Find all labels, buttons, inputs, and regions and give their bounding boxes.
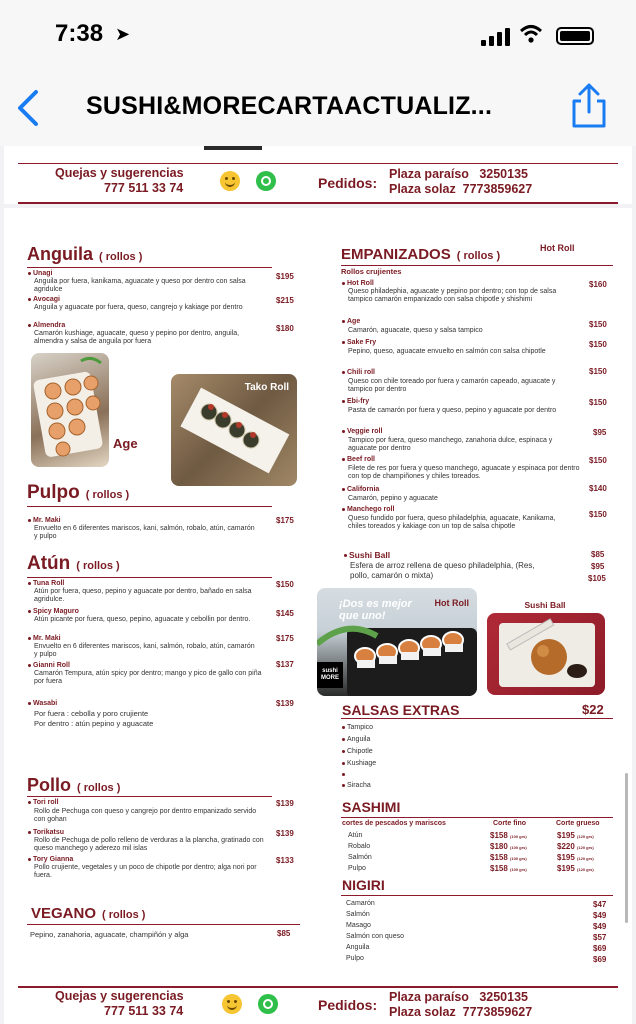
scroll-indicator [204, 146, 262, 150]
menu-item-name: Sake Fry [342, 339, 376, 346]
salsa-item: Tampico [342, 724, 373, 731]
menu-item-price: $150 [589, 367, 607, 376]
menu-item-price: $85 [277, 929, 291, 938]
menu-item-price: $140 [589, 484, 607, 493]
hot-roll-photo [317, 588, 477, 696]
menu-item-name: Avocagi [28, 296, 60, 303]
menu-item-name: Torikatsu [28, 829, 64, 836]
menu-item-price: $95 [593, 428, 607, 437]
menu-item-price: $150 [589, 398, 607, 407]
nigiri-row-price: $49 [593, 922, 607, 931]
sashimi-row-name: Robalo [348, 843, 371, 850]
menu-item-name: Gianni Roll [28, 662, 70, 669]
sashimi-header: cortes de pescados y mariscos [342, 820, 446, 827]
section-sashimi-title: SASHIMI [342, 799, 401, 815]
menu-item-price: $95 [591, 562, 605, 571]
empanizados-subtitle: Rollos crujientes [341, 267, 402, 276]
menu-item-desc: Anguila y aguacate por fuera, queso, cangrejo y kakiage por dentro [34, 304, 243, 311]
menu-item-price: $195 [276, 272, 294, 281]
menu-item-price: $139 [276, 699, 294, 708]
menu-item-desc: Pasta de camarón por fuera y queso, pepino y aguacate por dentro [348, 407, 557, 414]
divider [27, 506, 272, 507]
menu-item-desc: Pepino, zanahoria, aguacate, champiñón y alga [30, 930, 189, 939]
sashimi-fino: $158 (100 grs) [490, 853, 527, 862]
menu-item-name: Manchego roll [342, 506, 394, 513]
sushi-ball-photo [487, 613, 605, 695]
navigation-bar [0, 70, 636, 146]
menu-item-price: $215 [276, 296, 294, 305]
menu-item-desc: Camarón Tempura, atún spicy por dentro; mango y pico de gallo con piña por fuera [34, 670, 262, 686]
divider [18, 202, 618, 204]
back-chevron-icon[interactable] [12, 88, 46, 128]
menu-item-desc: Camarón, aguacate, queso y salsa tampico [348, 327, 483, 334]
section-nigiri-title: NIGIRI [342, 877, 385, 893]
tako-photo-label: Tako Roll [244, 382, 289, 393]
nigiri-row-name: Salmón con queso [346, 933, 404, 940]
location-1: Plaza paraíso 3250135 [389, 990, 528, 1004]
document-title: SUSHI&MORECARTAACTUALIZ... [86, 92, 493, 120]
menu-item-name: Tuna Roll [28, 580, 64, 587]
section-atun-title: Atún ( rollos ) [27, 553, 120, 574]
section-pulpo-title: Pulpo ( rollos ) [27, 482, 130, 503]
divider [27, 267, 272, 268]
sushi-more-logo: sushi MORE [317, 662, 343, 688]
menu-item-price: $150 [276, 580, 294, 589]
hot-roll-photo-label: Hot Roll [434, 598, 469, 608]
section-pollo-title: Pollo ( rollos ) [27, 775, 121, 795]
menu-item-price: $133 [276, 856, 294, 865]
salsa-item: Anguila [342, 736, 370, 743]
menu-item-name: California [342, 486, 379, 493]
nigiri-row-price: $47 [593, 900, 607, 909]
menu-item-desc: Atún picante por fuera, queso, pepino, aguacate y cebollin por dentro. [34, 616, 251, 623]
nigiri-row-price: $49 [593, 911, 607, 920]
section-empanizados-title: EMPANIZADOS ( rollos ) [341, 246, 501, 263]
empanizados-corner-label: Hot Roll [540, 243, 575, 253]
cellular-signal-icon [481, 28, 511, 46]
sashimi-fino: $158 (100 grs) [490, 831, 527, 840]
battery-icon [556, 27, 594, 45]
salsas-price: $22 [582, 702, 604, 717]
sashimi-row-name: Atún [348, 832, 363, 839]
menu-item-price: $85 [591, 550, 605, 559]
complaints-label: Quejas y sugerencias [55, 989, 184, 1003]
menu-item-name: Beef roll [342, 456, 375, 463]
menu-item-price: $175 [276, 634, 294, 643]
age-photo-label: Age [113, 436, 138, 451]
sashimi-grueso: $220 (120 grs) [557, 842, 594, 851]
menu-item-desc: Esfera de arroz rellena de queso philadelphia, (Res, pollo, camarón o mixta) [350, 561, 535, 580]
menu-item-price: $150 [589, 320, 607, 329]
smiley-icon [220, 171, 240, 191]
menu-item-price: $180 [276, 324, 294, 333]
sashimi-row-name: Pulpo [348, 865, 366, 872]
salsa-item: Chipotle [342, 748, 373, 755]
menu-item-desc: Atún por fuera, queso, pepino y aguacate por dentro, bañado en salsa agridulce. [34, 588, 252, 604]
menu-item-name: Veggie roll [342, 428, 382, 435]
menu-item-desc: Queso philadephia, aguacate y pepino por dentro; con top de salsa tampico camarón empanizado con salsa chipotle y shishimi [348, 288, 557, 304]
menu-item-price: $145 [276, 609, 294, 618]
menu-item-price: $150 [589, 456, 607, 465]
sashimi-row-name: Salmón [348, 854, 372, 861]
document-page-1 [4, 146, 632, 204]
orders-label: Pedidos: [318, 175, 378, 191]
divider [27, 577, 272, 578]
menu-item-price: $150 [589, 340, 607, 349]
menu-item-desc: Queso fundido por fuera, queso philadelphia, aguacate, Kanikama, chiles toreados y kakiage con un top de salsa chipotle [348, 515, 556, 531]
menu-item-desc: Camarón, pepino y aguacate [348, 495, 438, 502]
vertical-scrollbar[interactable] [625, 773, 628, 923]
menu-item-desc: Filete de res por fuera y queso manchego, aguacate y espinaca por dentro con top de champiñones y chiles toreados. [348, 465, 580, 481]
location-arrow-icon: ➤ [115, 24, 131, 44]
nigiri-row-name: Anguila [346, 944, 370, 951]
menu-item-desc: Rollo de Pechuga de pollo relleno de verduras a la plancha, gratinado con queso manchego y aderezo mil islas [34, 837, 264, 853]
menu-item-desc: Envuelto en 6 diferentes mariscos, kani, salmón, robalo, atún, camarón y pulpo [34, 643, 255, 659]
menu-item-name: Hot Roll [342, 280, 374, 287]
divider [18, 163, 618, 164]
nigiri-row-price: $69 [593, 944, 607, 953]
menu-item-name: Tori roll [28, 799, 59, 806]
menu-item-desc: Anguila por fuera, kanikama, aguacate y queso por dentro con salsa agridulce [34, 278, 246, 294]
salsa-item: Kushiage [342, 760, 376, 767]
divider [341, 895, 613, 896]
nigiri-row-name: Masago [346, 922, 371, 929]
whatsapp-icon [256, 171, 276, 191]
menu-item-price: $175 [276, 516, 294, 525]
complaints-phone: 777 511 33 74 [104, 1004, 184, 1018]
section-anguila-title: Anguila ( rollos ) [27, 244, 143, 264]
divider [341, 817, 613, 818]
divider [341, 718, 613, 719]
divider [27, 924, 300, 925]
sashimi-fino: $158 (100 grs) [490, 864, 527, 873]
nigiri-row-name: Camarón [346, 900, 375, 907]
menu-item-name: Ebi-fry [342, 398, 369, 405]
menu-item-name: Age [342, 318, 360, 325]
menu-item-name: Mr. Maki [28, 517, 61, 524]
menu-item-name: Chili roll [342, 369, 375, 376]
nigiri-row-price: $69 [593, 955, 607, 964]
nigiri-row-name: Pulpo [346, 955, 364, 962]
hot-roll-promo-text: ¡Dos es mejor que uno! [339, 598, 412, 622]
tako-roll-photo [171, 374, 297, 486]
sashimi-grueso: $195 (120 grs) [557, 864, 594, 873]
smiley-icon [222, 994, 242, 1014]
menu-item-name: Mr. Maki [28, 635, 61, 642]
menu-item-desc: Camarón kushiage, aguacate, queso y pepino por dentro, anguila, almendra y salsa de anguila por fuera [34, 330, 240, 346]
clock: 7:38 [55, 20, 104, 47]
divider [341, 265, 613, 266]
menu-item-desc: Tampico por fuera, queso manchego, zanahoria dulce, espinaca y aguacate por dentro [348, 437, 553, 453]
complaints-phone: 777 511 33 74 [104, 181, 184, 195]
sashimi-col1: Corte fino [493, 820, 527, 827]
menu-item-price: $139 [276, 799, 294, 808]
menu-item-desc: Envuelto en 6 diferentes mariscos, kani, salmón, robalo, atún, camarón y pulpo [34, 525, 255, 541]
status-bar [0, 0, 636, 70]
menu-item-desc: Pollo crujiente, vegetales y un poco de chipotle por dentro; alga nori por fuera. [34, 864, 257, 880]
menu-item-name: Unagi [28, 270, 52, 277]
nigiri-row-price: $57 [593, 933, 607, 942]
share-icon[interactable] [566, 82, 612, 130]
menu-item-price: $137 [276, 660, 294, 669]
menu-item-name: Sushi Ball [344, 550, 390, 560]
menu-item-name: Wasabi [28, 700, 57, 707]
menu-item-name: Almendra [28, 322, 65, 329]
location-1: Plaza paraíso 3250135 [389, 167, 528, 181]
orders-label: Pedidos: [318, 997, 378, 1013]
whatsapp-icon [258, 994, 278, 1014]
nigiri-row-name: Salmón [346, 911, 370, 918]
section-salsas-title: SALSAS EXTRAS [342, 702, 460, 718]
location-2: Plaza solaz 7773859627 [389, 1005, 533, 1019]
sashimi-col2: Corte grueso [556, 820, 600, 827]
menu-item-desc: Queso con chile toreado por fuera y camarón capeado, aguacate y tampico por dentro [348, 378, 556, 394]
menu-item-name: Tory Gianna [28, 856, 73, 863]
menu-item-desc: Rollo de Pechuga con queso y cangrejo por dentro empanizado servido con gohan [34, 808, 257, 824]
menu-item-desc: Pepino, queso, aguacate envuelto en salmón con salsa chipotle [348, 348, 546, 355]
location-2: Plaza solaz 7773859627 [389, 182, 533, 196]
age-roll-photo [31, 353, 109, 467]
wifi-icon [520, 24, 542, 44]
menu-item-desc: Por fuera : cebolla y poro crujiente Por dentro : atún pepino y aguacate [34, 709, 154, 728]
sashimi-grueso: $195 (120 grs) [557, 853, 594, 862]
section-vegano-title: VEGANO ( rollos ) [31, 905, 146, 922]
sashimi-fino: $180 (100 grs) [490, 842, 527, 851]
complaints-label: Quejas y sugerencias [55, 166, 184, 180]
document-page-2 [4, 208, 632, 1024]
menu-item-price: $150 [589, 510, 607, 519]
divider [18, 986, 618, 988]
salsa-item: Siracha [342, 782, 371, 789]
menu-item-name: Spicy Maguro [28, 608, 79, 615]
sushi-ball-photo-label: Sushi Ball [524, 600, 566, 610]
sashimi-grueso: $195 (120 grs) [557, 831, 594, 840]
divider [27, 796, 272, 797]
menu-item-price: $160 [589, 280, 607, 289]
salsa-item [342, 771, 347, 778]
menu-item-price: $139 [276, 829, 294, 838]
menu-item-price: $105 [588, 574, 606, 583]
